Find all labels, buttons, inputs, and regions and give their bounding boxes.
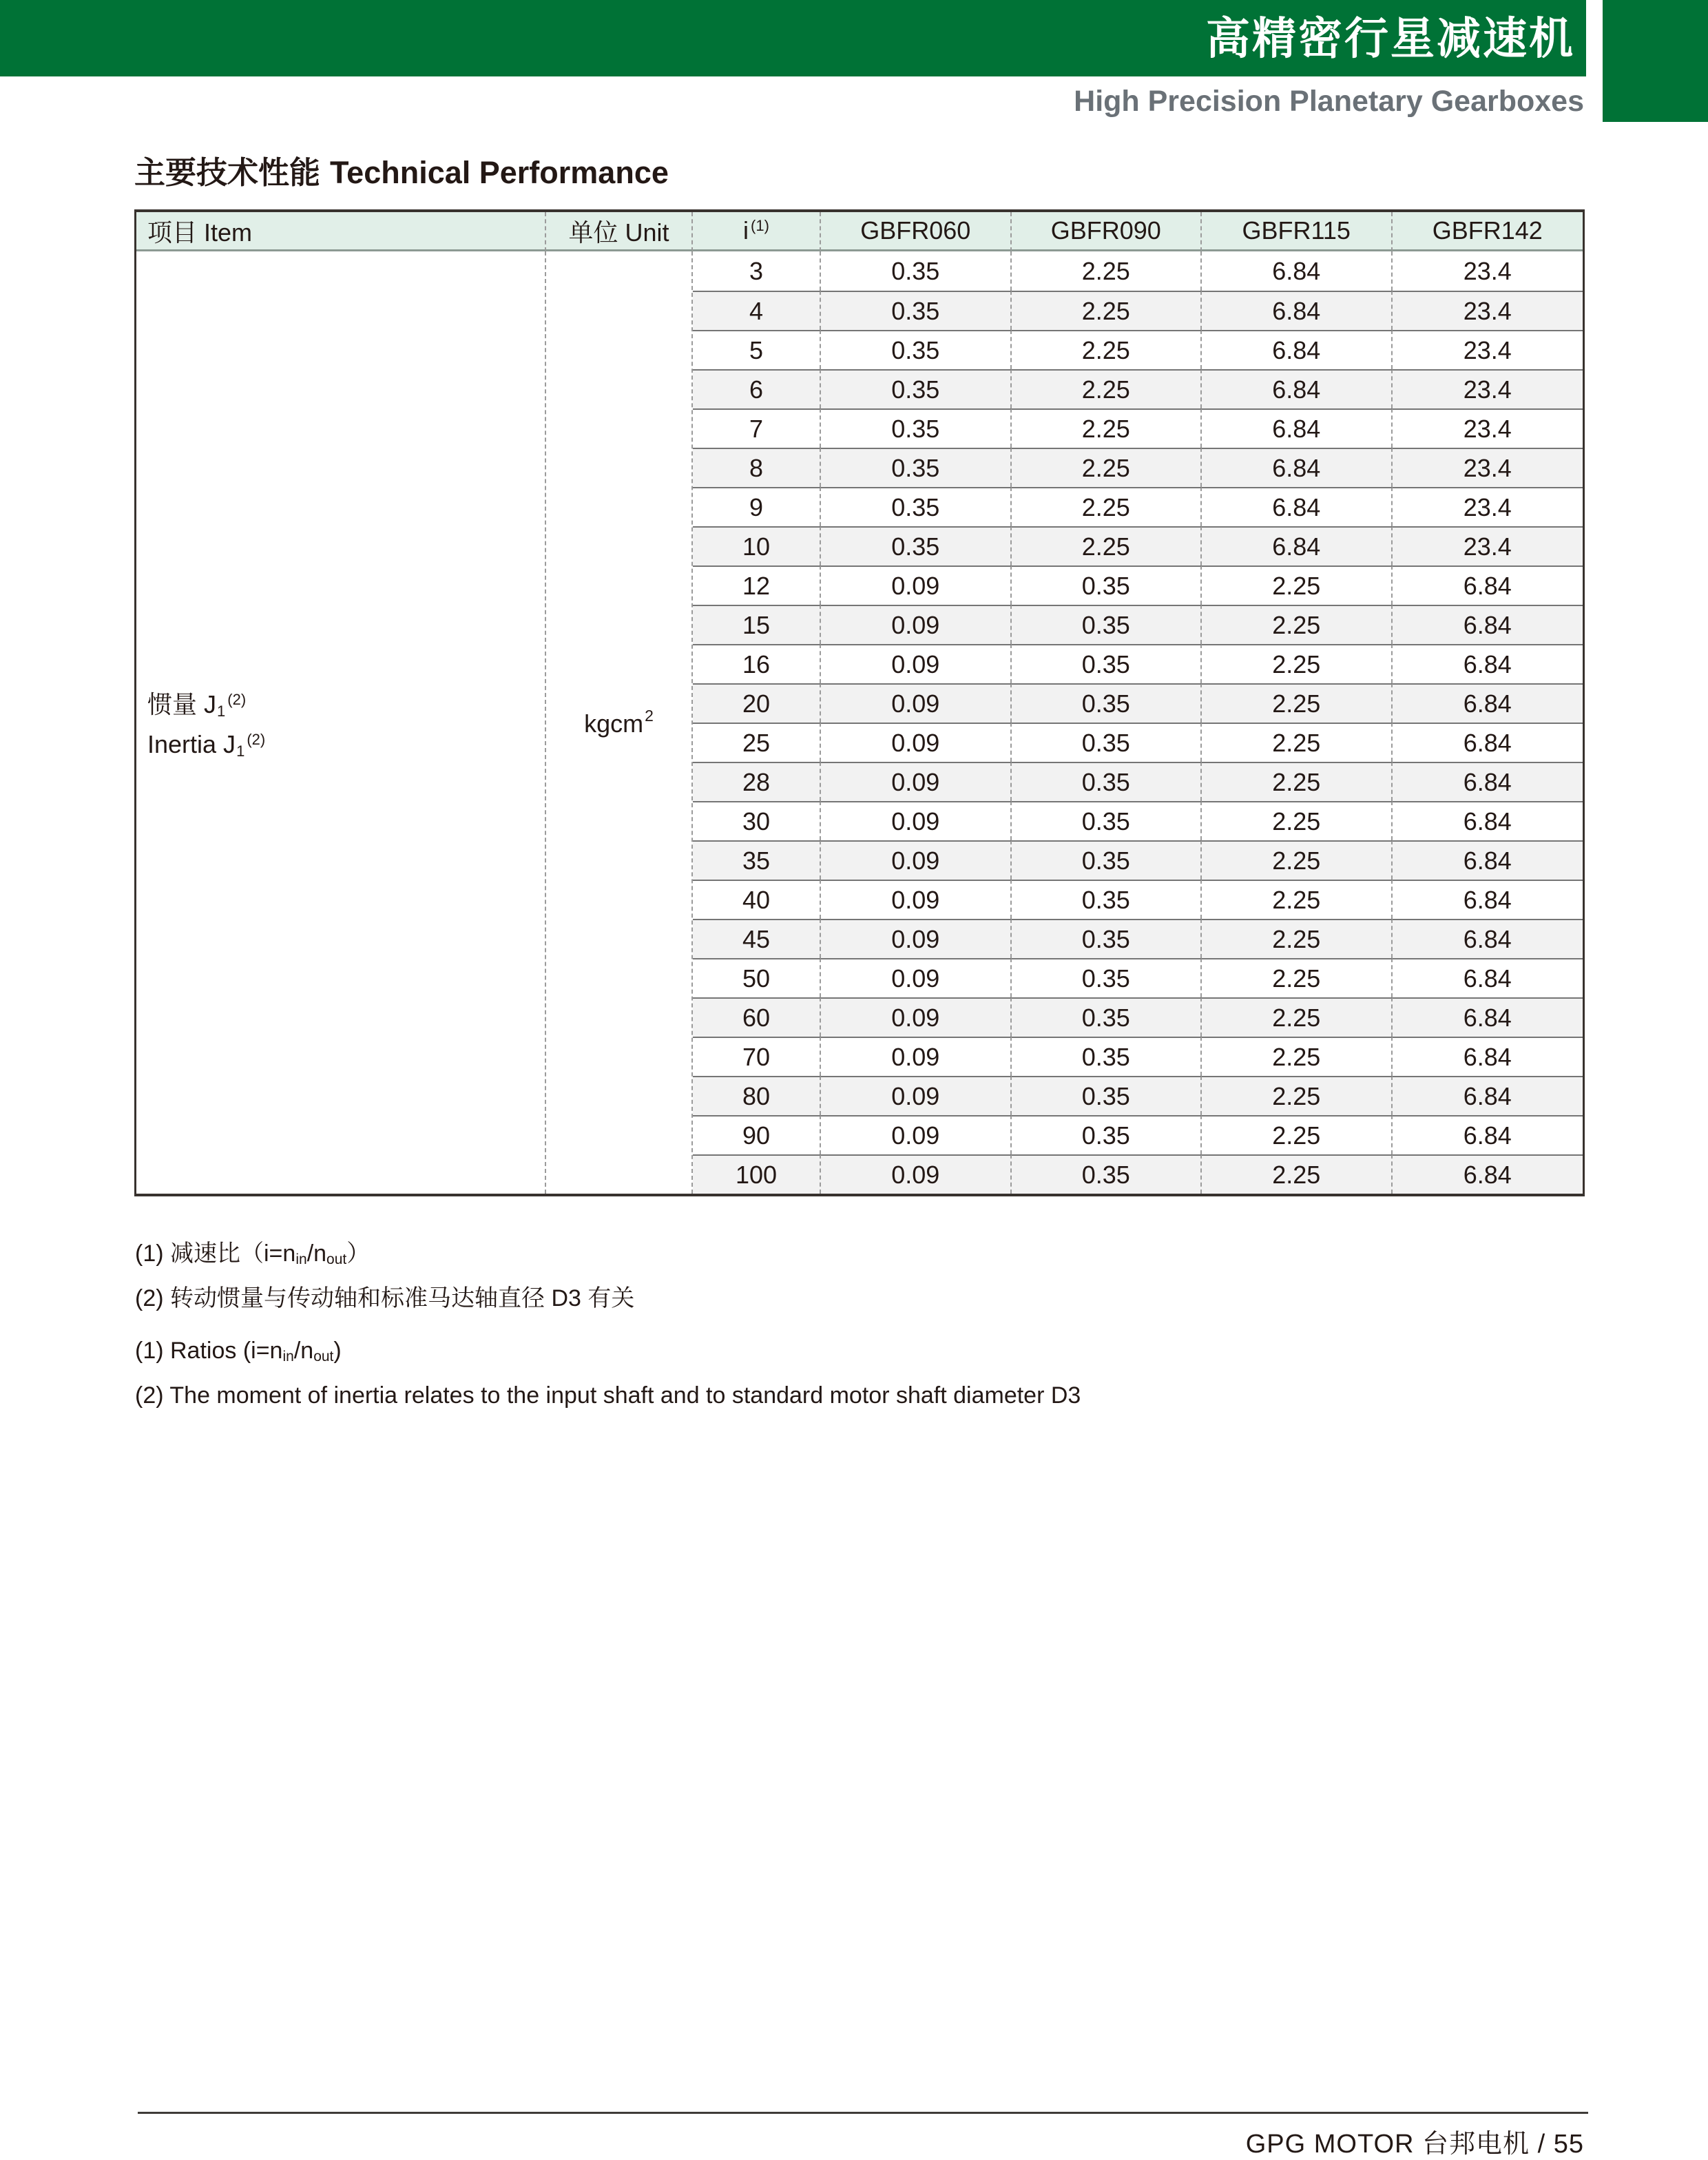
ratio-cell: 60 — [693, 997, 821, 1037]
ratio-cell: 28 — [693, 762, 821, 801]
inertia-value-cell: 6.84 — [1393, 723, 1583, 762]
inertia-value-cell: 0.35 — [1012, 1115, 1202, 1154]
inertia-value-cell: 0.09 — [821, 565, 1012, 605]
inertia-value-cell: 23.4 — [1393, 487, 1583, 526]
inertia-value-cell: 0.35 — [1012, 605, 1202, 644]
inertia-value-cell: 0.09 — [821, 880, 1012, 919]
inertia-value-cell: 0.35 — [1012, 801, 1202, 840]
inertia-value-cell: 0.35 — [821, 487, 1012, 526]
inertia-value-cell: 0.09 — [821, 919, 1012, 958]
inertia-value-cell: 6.84 — [1393, 840, 1583, 880]
ratio-cell: 16 — [693, 644, 821, 683]
inertia-value-cell: 2.25 — [1202, 997, 1393, 1037]
technical-performance-table — [134, 209, 1585, 1196]
inertia-value-cell: 2.25 — [1202, 840, 1393, 880]
inertia-value-cell: 0.35 — [1012, 723, 1202, 762]
inertia-value-cell: 0.35 — [821, 448, 1012, 487]
inertia-value-cell: 0.09 — [821, 605, 1012, 644]
inertia-value-cell: 2.25 — [1012, 526, 1202, 565]
inertia-value-cell: 2.25 — [1202, 723, 1393, 762]
inertia-value-cell: 0.35 — [821, 251, 1012, 291]
ratio-cell: 100 — [693, 1154, 821, 1194]
footnote-en-2: (2) The moment of inertia relates to the input shaft and to standard motor shaft diameter D3 — [135, 1382, 1081, 1409]
inertia-value-cell: 6.84 — [1393, 1115, 1583, 1154]
ratio-cell: 8 — [693, 448, 821, 487]
ratio-cell: 20 — [693, 683, 821, 723]
inertia-value-cell: 2.25 — [1202, 919, 1393, 958]
inertia-value-cell: 6.84 — [1202, 408, 1393, 448]
ratio-cell: 5 — [693, 330, 821, 369]
section-title-cn: 主要技术性能 — [134, 155, 321, 190]
inertia-value-cell: 0.35 — [1012, 1154, 1202, 1194]
inertia-value-cell: 6.84 — [1393, 919, 1583, 958]
inertia-value-cell: 0.09 — [821, 840, 1012, 880]
inertia-value-cell: 2.25 — [1202, 605, 1393, 644]
inertia-value-cell: 23.4 — [1393, 408, 1583, 448]
col-header-ratio: i $^{(1)}$ — [693, 212, 821, 251]
inertia-value-cell: 0.09 — [821, 762, 1012, 801]
inertia-value-cell: 2.25 — [1012, 448, 1202, 487]
col-header-model-gbfr142: GBFR142 — [1393, 212, 1583, 251]
inertia-value-cell: 0.09 — [821, 723, 1012, 762]
inertia-value-cell: 23.4 — [1393, 369, 1583, 408]
item-label-en: Inertia $J_1^{(2)}$ — [147, 729, 266, 760]
ratio-cell: 40 — [693, 880, 821, 919]
inertia-value-cell: 23.4 — [1393, 526, 1583, 565]
inertia-value-cell: 6.84 — [1202, 526, 1393, 565]
inertia-value-cell: 0.09 — [821, 683, 1012, 723]
footnote-cn-1: (1) 减速比（i=nin/nout） — [135, 1240, 371, 1267]
inertia-value-cell: 0.35 — [1012, 997, 1202, 1037]
item-label-cn: 惯量 $J_1^{(2)}$ — [147, 689, 247, 720]
inertia-value-cell: 2.25 — [1202, 1076, 1393, 1115]
inertia-value-cell: 6.84 — [1393, 997, 1583, 1037]
inertia-value-cell: 2.25 — [1202, 565, 1393, 605]
ratio-cell: 6 — [693, 369, 821, 408]
inertia-value-cell: 2.25 — [1202, 1037, 1393, 1076]
header-green-bar — [0, 0, 1586, 76]
ratio-cell: 80 — [693, 1076, 821, 1115]
section-title — [134, 154, 669, 191]
inertia-value-cell: 6.84 — [1202, 369, 1393, 408]
inertia-value-cell: 0.35 — [1012, 644, 1202, 683]
inertia-value-cell: 23.4 — [1393, 291, 1583, 330]
inertia-value-cell: 0.35 — [821, 330, 1012, 369]
inertia-value-cell: 0.35 — [1012, 565, 1202, 605]
inertia-value-cell: 0.35 — [821, 291, 1012, 330]
col-header-model-gbfr090: GBFR090 — [1012, 212, 1202, 251]
inertia-value-cell: 2.25 — [1012, 291, 1202, 330]
inertia-value-cell: 2.25 — [1202, 1154, 1393, 1194]
inertia-value-cell: 0.35 — [1012, 880, 1202, 919]
inertia-value-cell: 6.84 — [1202, 448, 1393, 487]
inertia-value-cell: 6.84 — [1202, 251, 1393, 291]
inertia-value-cell: 0.09 — [821, 801, 1012, 840]
ratio-cell: 3 — [693, 251, 821, 291]
inertia-value-cell: 0.35 — [1012, 1076, 1202, 1115]
ratio-cell: 50 — [693, 958, 821, 997]
inertia-value-cell: 0.09 — [821, 997, 1012, 1037]
inertia-value-cell: 0.09 — [821, 1037, 1012, 1076]
ratio-cell: 9 — [693, 487, 821, 526]
col-header-item: 项目 Item — [136, 212, 546, 251]
inertia-value-cell: 0.35 — [1012, 840, 1202, 880]
inertia-value-cell: 6.84 — [1393, 1154, 1583, 1194]
inertia-value-cell: 0.35 — [1012, 762, 1202, 801]
ratio-cell: 35 — [693, 840, 821, 880]
ratio-cell: 15 — [693, 605, 821, 644]
inertia-value-cell: 6.84 — [1393, 762, 1583, 801]
inertia-value-cell: 2.25 — [1012, 408, 1202, 448]
col-header-model-gbfr060: GBFR060 — [821, 212, 1012, 251]
inertia-value-cell: 6.84 — [1202, 330, 1393, 369]
inertia-value-cell: 0.35 — [1012, 683, 1202, 723]
ratio-cell: 10 — [693, 526, 821, 565]
inertia-value-cell: 0.35 — [1012, 919, 1202, 958]
inertia-value-cell: 2.25 — [1202, 1115, 1393, 1154]
ratio-cell: 12 — [693, 565, 821, 605]
unit-cell: kgcm$^2$ — [546, 251, 693, 1194]
inertia-value-cell: 6.84 — [1393, 683, 1583, 723]
inertia-value-cell: 6.84 — [1393, 605, 1583, 644]
ratio-cell: 90 — [693, 1115, 821, 1154]
inertia-value-cell: 6.84 — [1393, 880, 1583, 919]
inertia-value-cell: 2.25 — [1202, 801, 1393, 840]
inertia-value-cell: 6.84 — [1393, 644, 1583, 683]
page-title: 高精密行星减速机 — [1206, 13, 1575, 63]
footnote-cn-2: (2) 转动惯量与传动轴和标准马达轴直径 D3 有关 — [135, 1285, 635, 1311]
inertia-value-cell: 2.25 — [1012, 330, 1202, 369]
ratio-cell: 4 — [693, 291, 821, 330]
inertia-value-cell: 23.4 — [1393, 330, 1583, 369]
inertia-value-cell: 0.35 — [1012, 958, 1202, 997]
inertia-value-cell: 23.4 — [1393, 448, 1583, 487]
col-header-model-gbfr115: GBFR115 — [1202, 212, 1393, 251]
ratio-cell: 25 — [693, 723, 821, 762]
inertia-value-cell: 6.84 — [1202, 487, 1393, 526]
inertia-value-cell: 6.84 — [1393, 565, 1583, 605]
ratio-cell: 70 — [693, 1037, 821, 1076]
inertia-value-cell: 2.25 — [1202, 644, 1393, 683]
inertia-value-cell: 2.25 — [1202, 958, 1393, 997]
inertia-value-cell: 0.09 — [821, 1154, 1012, 1194]
inertia-value-cell: 0.35 — [821, 408, 1012, 448]
inertia-value-cell: 0.35 — [821, 526, 1012, 565]
inertia-value-cell: 2.25 — [1012, 251, 1202, 291]
page-subtitle: High Precision Planetary Gearboxes — [1074, 85, 1584, 118]
ratio-cell: 30 — [693, 801, 821, 840]
inertia-value-cell: 2.25 — [1202, 762, 1393, 801]
inertia-value-cell: 0.09 — [821, 958, 1012, 997]
inertia-value-cell: 6.84 — [1202, 291, 1393, 330]
ratio-cell: 45 — [693, 919, 821, 958]
footnote-en-1: (1) Ratios (i=nin/nout) — [135, 1338, 342, 1364]
inertia-value-cell: 0.35 — [1012, 1037, 1202, 1076]
inertia-value-cell: 6.84 — [1393, 1037, 1583, 1076]
inertia-value-cell: 0.09 — [821, 644, 1012, 683]
inertia-value-cell: 2.25 — [1012, 487, 1202, 526]
header-corner-block — [1603, 0, 1708, 122]
inertia-value-cell: 6.84 — [1393, 958, 1583, 997]
inertia-value-cell: 0.35 — [821, 369, 1012, 408]
section-title-en: Technical Performance — [330, 155, 669, 190]
footer-page-label: GPG MOTOR 台邦电机 / 55 — [1245, 2130, 1584, 2159]
item-label-cell — [136, 251, 546, 1194]
inertia-value-cell: 0.09 — [821, 1115, 1012, 1154]
inertia-value-cell: 2.25 — [1012, 369, 1202, 408]
inertia-value-cell: 2.25 — [1202, 683, 1393, 723]
ratio-cell: 7 — [693, 408, 821, 448]
footnotes — [135, 1240, 1081, 1420]
inertia-value-cell: 6.84 — [1393, 801, 1583, 840]
col-header-unit: 单位 Unit — [546, 212, 693, 251]
inertia-value-cell: 23.4 — [1463, 256, 1512, 285]
inertia-value-cell: 0.09 — [821, 1076, 1012, 1115]
inertia-value-cell: 2.25 — [1202, 880, 1393, 919]
footer-rule — [138, 2112, 1588, 2114]
inertia-value-cell: 6.84 — [1393, 1076, 1583, 1115]
